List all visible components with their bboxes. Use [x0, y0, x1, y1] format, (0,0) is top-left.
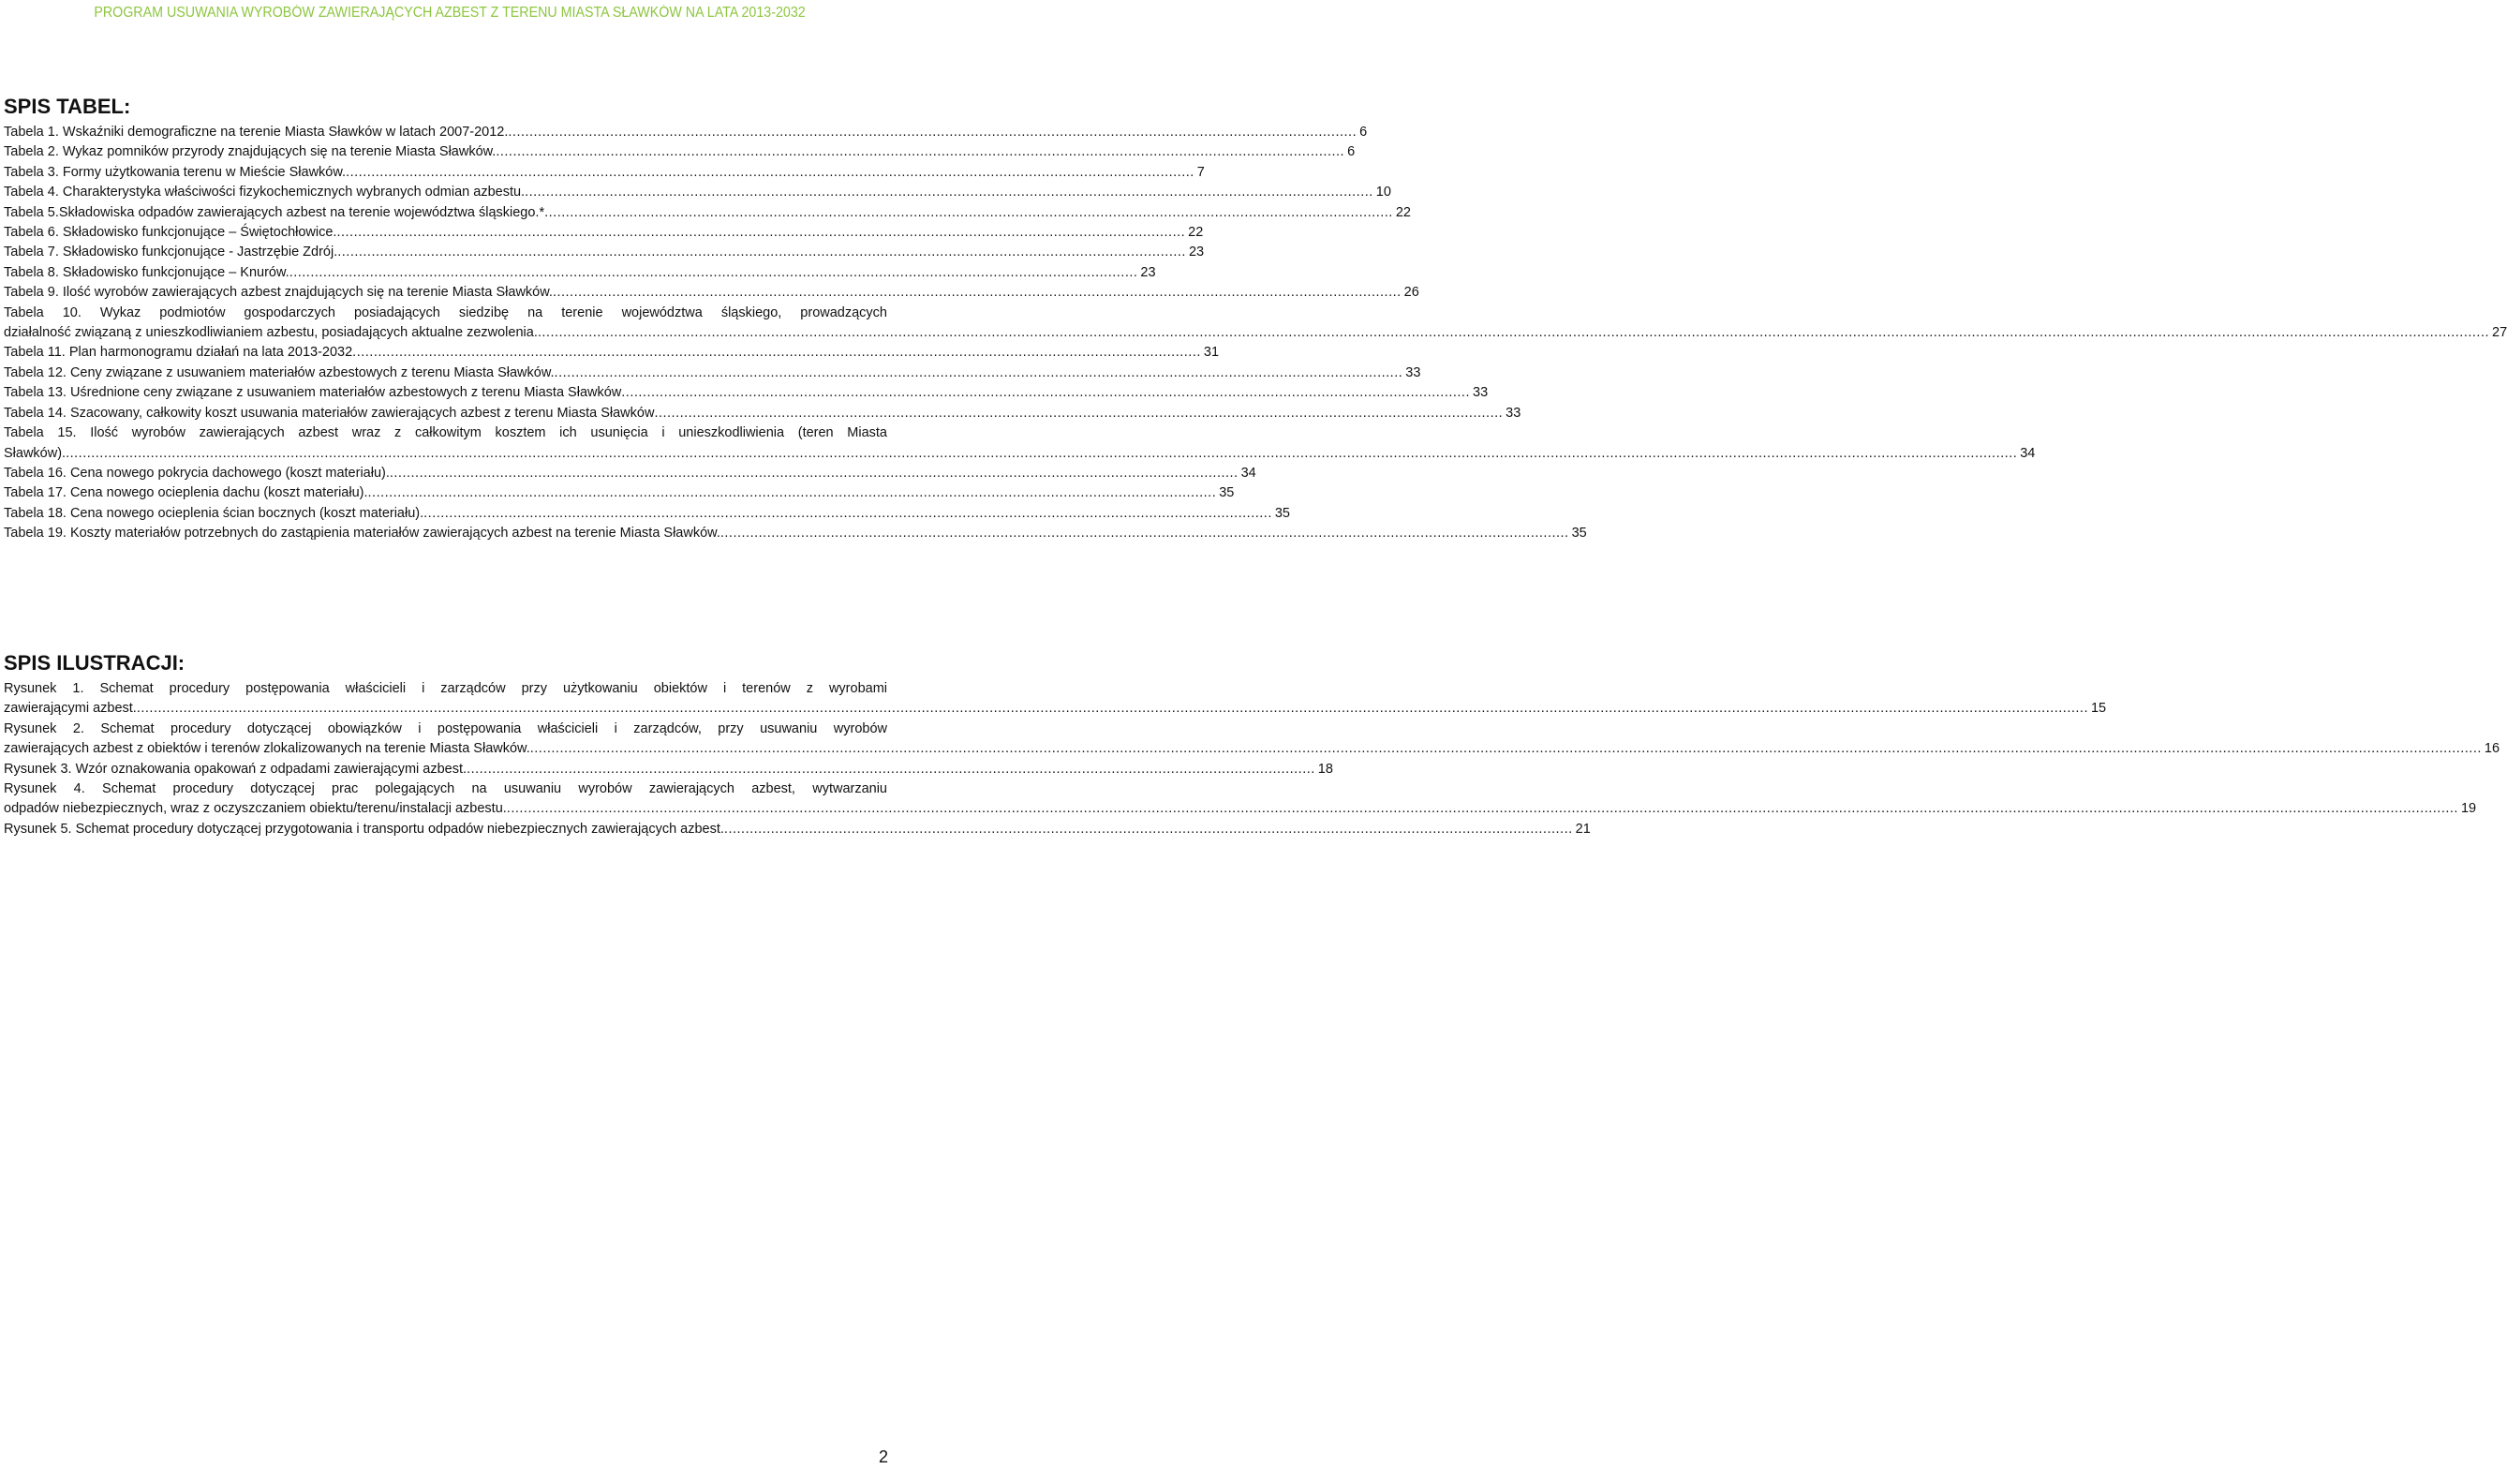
table-entry-leader-dots: ..... .................................................................................................................................................................................................................................................................... [66, 444, 2017, 464]
table-entry-page-number: 26 [1403, 285, 1419, 301]
table-entry-leader-dots [423, 504, 1272, 524]
tables-list [4, 123, 2507, 544]
table-entry[interactable] [4, 404, 1521, 423]
table-entry-title: Tabela 17. Cena nowego ocieplenia dachu (koszt materiału). [4, 485, 368, 501]
table-entry-title: Tabela 12. Ceny związane z usuwaniem materiałów azbestowych z terenu Miasta Sławków. [4, 364, 555, 380]
running-header: PROGRAM USUWANIA WYROBÓW ZAWIERAJĄCYCH AZBEST Z TERENU MIASTA SŁAWKÓW NA LATA 2013-2032 [94, 5, 806, 21]
figure-entry-page-number: 21 [1575, 821, 1591, 837]
table-entry[interactable] [4, 183, 1391, 202]
table-entry-title: Tabela 1. Wskaźniki demograficzne na terenie Miasta Sławków w latach 2007-2012. [4, 125, 509, 140]
table-entry-title-line2: Sławków). [4, 445, 67, 461]
figures-section-title: SPIS ILUSTRACJI: [4, 651, 185, 675]
table-entry-page-number: 34 [1240, 465, 1256, 481]
table-entry-leader-dots [621, 383, 1470, 403]
table-entry-title: Tabela 11. Plan harmonogramu działań na lata 2013-2032 [4, 345, 353, 361]
table-entry-title: Tabela 18. Cena nowego ocieplenia ścian bocznych (koszt materiału). [4, 505, 424, 521]
figure-entry-leader-dots: ..... .................................................................................................................................................................................................................................................................... [137, 699, 2088, 719]
table-entry-page-number: 35 [1219, 485, 1235, 501]
figure-entry-page-number: 19 [2460, 801, 2477, 817]
table-entry-leader-dots [654, 404, 1503, 423]
table-entry-leader-dots [336, 223, 1185, 243]
figure-entry[interactable] [4, 720, 2500, 760]
figure-entry-page-number: 16 [2484, 741, 2500, 757]
table-entry-title: Tabela 6. Składowisko funkcjonujące – Świętochłowice. [4, 225, 337, 241]
table-entry[interactable] [4, 283, 1419, 303]
table-entry[interactable] [4, 524, 1587, 543]
table-entry-page-number: 33 [1405, 364, 1421, 380]
figure-entry-title-line2: zawierającymi azbest. [4, 701, 137, 717]
table-entry[interactable] [4, 464, 1256, 483]
table-entry-page-number: 23 [1188, 245, 1205, 260]
table-entry-leader-dots: ..... .................................................................................................................................................................................................................................................................... [538, 323, 2489, 343]
tables-section-title: SPIS TABEL: [4, 95, 131, 118]
table-entry-title: Tabela 7. Składowisko funkcjonujące - Jastrzębie Zdrój. [4, 245, 338, 260]
table-entry-page-number: 34 [2020, 445, 2036, 461]
table-entry-page-number: 22 [1188, 225, 1204, 241]
table-entry-title: Tabela 9. Ilość wyrobów zawierających azbest znajdujących się na terenie Miasta Sławków. [4, 285, 553, 301]
table-entry-leader-dots [544, 203, 1393, 223]
table-entry[interactable] [4, 364, 1421, 383]
table-entry[interactable] [4, 383, 1489, 403]
table-entry[interactable] [4, 263, 1156, 283]
figure-entry-title-line1: Rysunek 1. Schemat procedury postępowania właścicieli i zarządców przy użytkowaniu obiektów i terenów z wyrobami [4, 681, 887, 696]
table-entry-page-number: 7 [1196, 164, 1205, 180]
table-entry[interactable] [4, 123, 1368, 142]
table-entry-leader-dots [337, 243, 1186, 262]
figure-entry-page-number: 15 [2090, 701, 2107, 717]
table-entry-leader-dots [525, 183, 1373, 202]
table-entry-title-line1: Tabela 10. Wykaz podmiotów gospodarczych posiadających siedzibę na terenie województwa śląskiego, prowadzących [4, 304, 887, 320]
figure-entry[interactable] [4, 779, 2477, 820]
figure-entry[interactable] [4, 760, 1333, 779]
figure-entry-page-number: 18 [1317, 761, 1333, 777]
table-entry-leader-dots [508, 123, 1357, 142]
table-entry-page-number: 35 [1274, 505, 1290, 521]
figure-entry-title: Rysunek 3. Wzór oznakowania opakowań z odpadami zawierającymi azbest. [4, 761, 467, 777]
table-entry-page-number: 33 [1473, 385, 1489, 401]
table-entry-leader-dots [289, 263, 1138, 283]
table-entry-leader-dots [496, 142, 1344, 162]
table-entry-title: Tabela 4. Charakterystyka właściwości fizykochemicznych wybranych odmian azbestu. [4, 185, 526, 200]
table-entry-leader-dots [720, 524, 1569, 543]
table-entry[interactable] [4, 304, 2507, 344]
figure-entry[interactable] [4, 820, 1591, 839]
page-number: 2 [878, 1447, 888, 1466]
figure-entry-title: Rysunek 5. Schemat procedury dotyczącej przygotowania i transportu odpadów niebezpiecznych zawierających azbest. [4, 821, 724, 837]
figure-entry-leader-dots [467, 760, 1315, 779]
table-entry-page-number: 31 [1203, 345, 1220, 361]
table-entry-title: Tabela 5.Składowiska odpadów zawierających azbest na terenie województwa śląskiego.* [4, 204, 545, 220]
table-entry-leader-dots [346, 163, 1194, 183]
table-entry-title: Tabela 8. Składowisko funkcjonujące – Knurów. [4, 264, 289, 280]
table-entry-title: Tabela 3. Formy użytkowania terenu w Mieście Sławków. [4, 164, 347, 180]
table-entry-page-number: 27 [2492, 325, 2507, 341]
table-entry-title-line2: działalność związaną z unieszkodliwianiem azbestu, posiadających aktualne zezwolenia. [4, 325, 538, 341]
figure-entry-leader-dots: ..... .................................................................................................................................................................................................................................................................... [507, 799, 2458, 819]
table-entry-page-number: 22 [1395, 204, 1411, 220]
figure-entry-title-line1: Rysunek 2. Schemat procedury dotyczącej obowiązków i postępowania właścicieli i zarządców, przy usuwaniu wyrobów [4, 720, 887, 736]
table-entry-leader-dots [553, 283, 1402, 303]
table-entry-leader-dots [352, 343, 1201, 363]
table-entry[interactable] [4, 243, 1205, 262]
table-entry[interactable] [4, 504, 1290, 524]
table-entry-leader-dots [390, 464, 1239, 483]
table-entry[interactable] [4, 142, 1356, 162]
table-entry[interactable] [4, 483, 1235, 503]
table-entry-leader-dots [368, 483, 1217, 503]
table-entry-title: Tabela 13. Uśrednione ceny związane z usuwaniem materiałów azbestowych z terenu Miasta Sławków [4, 385, 622, 401]
table-entry[interactable] [4, 423, 2036, 464]
table-entry-title: Tabela 19. Koszty materiałów potrzebnych do zastąpienia materiałów zawierających azbest na terenie Miasta Sławków. [4, 526, 720, 542]
table-entry[interactable] [4, 343, 1220, 363]
table-entry[interactable] [4, 163, 1205, 183]
table-entry-page-number: 6 [1359, 125, 1368, 140]
figure-entry-title-line2: zawierających azbest z obiektów i terenów zlokalizowanych na terenie Miasta Sławków. [4, 741, 530, 757]
table-entry-title: Tabela 2. Wykaz pomników przyrody znajdujących się na terenie Miasta Sławków. [4, 144, 497, 160]
table-entry-page-number: 33 [1506, 405, 1521, 421]
table-entry[interactable] [4, 203, 1411, 223]
figure-entry-leader-dots: ..... .................................................................................................................................................................................................................................................................... [530, 739, 2482, 759]
table-entry-title: Tabela 14. Szacowany, całkowity koszt usuwania materiałów zawierających azbest z terenu Miasta Sławków [4, 405, 655, 421]
figures-list [4, 679, 2500, 839]
table-entry-page-number: 23 [1140, 264, 1156, 280]
table-entry-page-number: 35 [1571, 526, 1587, 542]
table-entry-leader-dots [555, 364, 1403, 383]
table-entry-page-number: 6 [1347, 144, 1356, 160]
figure-entry-title-line2: odpadów niebezpiecznych, wraz z oczyszczaniem obiektu/terenu/instalacji azbestu. [4, 801, 507, 817]
table-entry-title-line1: Tabela 15. Ilość wyrobów zawierających azbest wraz z całkowitym kosztem ich usunięcia i unieszkodliwienia (teren Miasta [4, 425, 887, 441]
figure-entry[interactable] [4, 679, 2107, 720]
table-entry-page-number: 10 [1375, 185, 1391, 200]
table-entry-title: Tabela 16. Cena nowego pokrycia dachowego (koszt materiału). [4, 465, 390, 481]
table-entry[interactable] [4, 223, 1204, 243]
figure-entry-leader-dots [724, 820, 1573, 839]
figure-entry-title-line1: Rysunek 4. Schemat procedury dotyczącej prac polegających na usuwaniu wyrobów zawierających azbest, wytwarzaniu [4, 781, 887, 797]
